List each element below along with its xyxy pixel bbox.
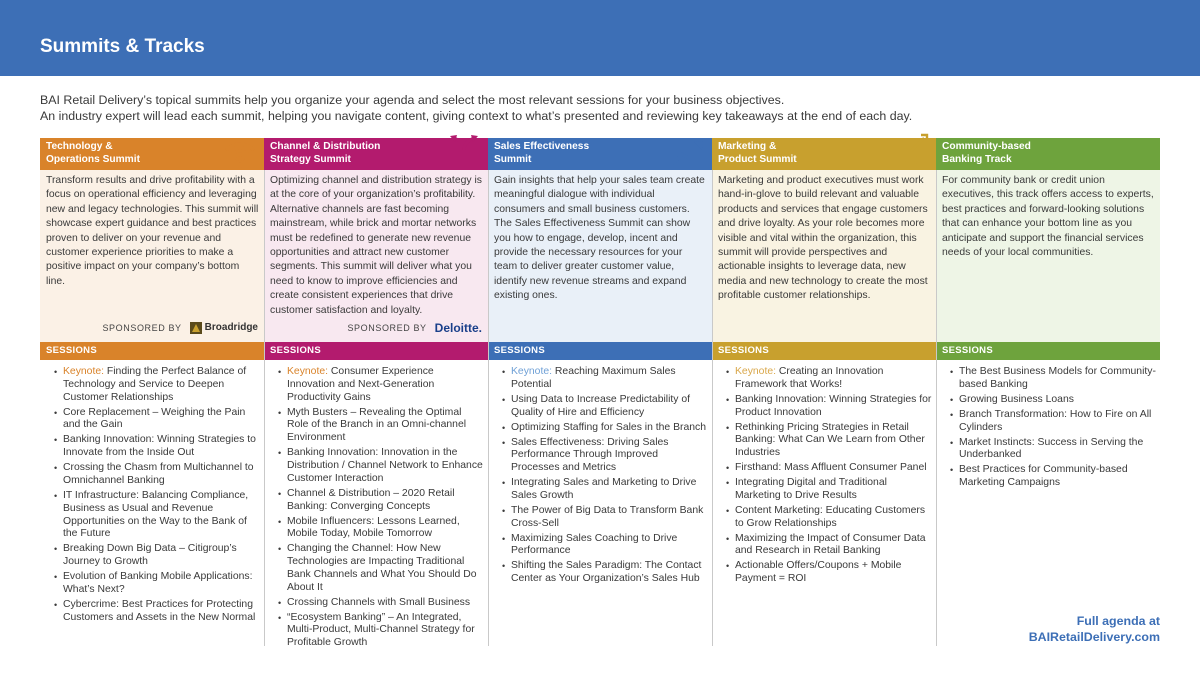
agenda-url[interactable]: BAIRetailDelivery.com: [1028, 629, 1160, 644]
session-text: Core Replacement – Weighing the Pain and the Gain: [63, 406, 246, 431]
session-item: [54, 407, 260, 433]
column-divider: [264, 170, 265, 646]
column-technology: [40, 138, 264, 627]
session-text: Reaching Maximum Sales Potential: [511, 366, 676, 390]
sponsor-label: SPONSORED BY: [102, 322, 182, 333]
column-title-line: Strategy Summit: [270, 153, 351, 165]
session-item: [726, 560, 932, 586]
session-item: [726, 505, 932, 531]
column-marketing: [712, 138, 936, 588]
sponsor-logo: Deloitte.: [434, 320, 482, 335]
session-item: [950, 464, 1156, 490]
session-text: Rethinking Pricing Strategies in Retail Banking: What Can We Learn from Other Industries: [735, 421, 925, 459]
keynote-label: Keynote:: [63, 366, 105, 377]
session-item: [726, 462, 932, 475]
sessions-list: [488, 360, 712, 586]
column-title-line: Channel & Distribution: [270, 141, 381, 152]
column-title-line: Marketing &: [718, 141, 777, 152]
column-title-line: Product Summit: [718, 153, 797, 165]
column-header: [712, 138, 936, 170]
session-text: Cybercrime: Best Practices for Protecting Customers and Assets in the New Normal: [63, 598, 256, 623]
session-item: [54, 490, 260, 541]
session-text: Sales Effectiveness: Driving Sales Performance Through Improved Processes and Metrics: [511, 436, 669, 474]
column-description: [936, 170, 1160, 342]
description-text: For community bank or credit union executives, this track offers access to experts, best practices and forward-looking solutions that can enhance your bottom line as you anticipate and support the financial services needs of your local communities.: [942, 175, 1154, 259]
session-item: [278, 447, 484, 485]
session-item: [54, 434, 260, 460]
session-text: Best Practices for Community-based Marketing Campaigns: [959, 464, 1128, 489]
sessions-list: [40, 360, 264, 624]
sessions-list: [712, 360, 936, 586]
column-channel: [264, 138, 488, 652]
intro-text: [40, 93, 1160, 124]
session-text: The Best Business Models for Community-based Banking: [959, 366, 1156, 390]
sponsor-logo: Broadridge: [204, 321, 258, 333]
column-header: [264, 138, 488, 170]
column-title-line: Sales Effectiveness: [494, 141, 590, 152]
header-banner: [0, 0, 1200, 76]
target-icon: [894, 132, 930, 168]
sessions-header: SESSIONS: [264, 342, 488, 360]
column-header: [40, 138, 264, 170]
session-text: Shifting the Sales Paradigm: The Contact Center as Your Organization’s Sales Hub: [511, 560, 702, 585]
sessions-header: SESSIONS: [488, 342, 712, 360]
session-text: Finding the Perfect Balance of Technology and Service to Deepen Customer Relationships: [63, 366, 247, 403]
session-item: [950, 394, 1156, 407]
session-text: Banking Innovation: Winning Strategies to Innovate from the Inside Out: [63, 434, 256, 459]
session-text: Growing Business Loans: [959, 393, 1074, 405]
column-title-line: Operations Summit: [46, 153, 140, 165]
session-text: Integrating Digital and Traditional Marketing to Drive Results: [735, 477, 887, 501]
column-header: [936, 138, 1160, 170]
sessions-header: SESSIONS: [936, 342, 1160, 360]
session-text: Consumer Experience Innovation and Next-Generation Productivity Gains: [287, 366, 435, 403]
session-text: Optimizing Staffing for Sales in the Branch: [511, 421, 707, 433]
session-text: Channel & Distribution – 2020 Retail Banking: Converging Concepts: [287, 487, 455, 512]
session-item: [502, 437, 708, 475]
session-item: [950, 437, 1156, 463]
session-item: [726, 422, 932, 460]
full-agenda-link[interactable]: [1029, 614, 1160, 645]
session-item: [278, 488, 484, 514]
session-text: Maximizing Sales Coaching to Drive Performance: [511, 532, 678, 557]
session-text: Creating an Innovation Framework that Works!: [735, 366, 884, 390]
session-item: [278, 597, 484, 610]
session-item: [278, 612, 484, 650]
session-item: [950, 409, 1156, 435]
session-item: [54, 599, 260, 625]
session-text: Branch Transformation: How to Fire on All Cylinders: [959, 408, 1152, 433]
session-text: Breaking Down Big Data – Citigroup’s Journey to Growth: [63, 543, 237, 568]
column-title: [270, 141, 445, 166]
session-text: Content Marketing: Educating Customers to Grow Relationships: [735, 504, 926, 529]
session-text: Integrating Sales and Marketing to Drive Sales Growth: [511, 477, 697, 501]
sessions-header: SESSIONS: [40, 342, 264, 360]
sponsor-label: SPONSORED BY: [347, 322, 427, 333]
sponsor-block: [264, 321, 482, 335]
session-item: [502, 533, 708, 559]
session-item: [726, 477, 932, 503]
sessions-header: SESSIONS: [712, 342, 936, 360]
session-item: [278, 366, 484, 404]
trend-up-icon: [670, 136, 706, 172]
session-text: Evolution of Banking Mobile Applications: What’s Next?: [63, 571, 253, 595]
column-description: [40, 170, 264, 342]
column-title-line: Banking Track: [942, 153, 1012, 165]
column-divider: [936, 170, 937, 646]
description-text: Transform results and drive profitability with a focus on operational efficiency and leveraging new and legacy technologies. This summit will showcase expert guidance and best practices proven to deliver on your revenue and customer experience priorities to make a positive impact on your company’s bottom line.: [46, 175, 259, 287]
page-title: Summits & Tracks: [40, 36, 205, 57]
session-text: Banking Innovation: Winning Strategies for Product Innovation: [735, 393, 932, 418]
session-item: [502, 422, 708, 435]
session-item: [502, 505, 708, 531]
session-text: Crossing the Chasm from Multichannel to Omnichannel Banking: [63, 462, 254, 486]
column-community: [936, 138, 1160, 492]
session-text: Maximizing the Impact of Consumer Data and Research in Retail Banking: [735, 532, 926, 557]
wifi-icon: [222, 136, 258, 172]
sessions-list: [264, 360, 488, 650]
session-text: Crossing Channels with Small Business: [287, 596, 471, 608]
column-divider: [488, 170, 489, 646]
session-item: [278, 543, 484, 594]
session-text: “Ecosystem Banking” – An Integrated, Multi-Product, Multi-Channel Strategy for Profitable Growth: [287, 611, 475, 649]
description-text: Optimizing channel and distribution strategy is at the core of your organization’s profitability. Alternative channels are fast becoming mainstream, while brick and mortar networks must be redefined to generate new revenue opportunities and attract new customer segments. This summit will deliver what you need to know to improve efficiencies and create consistent experiences that drive customer satisfaction and loyalty.: [270, 175, 482, 316]
column-title: [494, 141, 669, 166]
keynote-label: Keynote:: [511, 366, 553, 377]
split-arrow-icon: [446, 132, 482, 168]
session-text: The Power of Big Data to Transform Bank Cross-Sell: [511, 504, 704, 529]
agenda-line-1: Full agenda at: [1076, 614, 1160, 628]
session-text: Changing the Channel: How New Technologies are Impacting Traditional Bank Channels and What You Should Do About It: [287, 543, 477, 593]
session-item: [726, 533, 932, 559]
column-title: [942, 141, 1117, 166]
session-text: IT Infrastructure: Balancing Compliance, Business as Usual and Revenue Opportunities on the Way to the Bank of the Future: [63, 489, 249, 540]
session-item: [502, 477, 708, 503]
intro-line-2: An industry expert will lead each summit, helping you navigate content, giving context to what’s presented and reviewing key takeaways at the end of each day.: [40, 108, 913, 123]
keynote-label: Keynote:: [287, 366, 329, 377]
session-item: [54, 543, 260, 569]
session-item: [726, 394, 932, 420]
session-item: [502, 366, 708, 392]
session-text: Banking Innovation: Innovation in the Distribution / Channel Network to Enhance Customer Interaction: [287, 447, 483, 484]
description-text: Marketing and product executives must work hand-in-glove to build relevant and valuable products and services that engage customers and drive loyalty. As your role becomes more visible and vital within the organization, this summit will provide perspectives and actionable insights to leverage data, new media and new technology to create the most profitable customer relationships.: [718, 175, 928, 302]
intro-line-1: BAI Retail Delivery’s topical summits help you organize your agenda and select the most relevant sessions for your business objectives.: [40, 93, 785, 107]
column-sales: [488, 138, 712, 588]
column-description: [488, 170, 712, 342]
column-title-line: Technology &: [46, 141, 113, 152]
broadridge-logo-icon: [190, 322, 202, 334]
session-item: [278, 407, 484, 445]
column-title-line: Community-based: [942, 141, 1031, 152]
session-text: Using Data to Increase Predictability of Quality of Hire and Efficiency: [511, 393, 691, 418]
column-description: [712, 170, 936, 342]
session-item: [54, 571, 260, 597]
session-item: [502, 560, 708, 586]
session-item: [726, 366, 932, 392]
session-item: [278, 516, 484, 542]
sessions-list: [936, 360, 1160, 490]
session-text: Firsthand: Mass Affluent Consumer Panel: [735, 462, 927, 474]
session-item: [502, 394, 708, 420]
session-text: Myth Busters – Revealing the Optimal Role of the Branch in an Omni-channel Environment: [287, 406, 467, 444]
column-title: [46, 141, 221, 166]
column-title-line: Summit: [494, 153, 532, 165]
session-item: [54, 462, 260, 488]
column-divider: [712, 170, 713, 646]
keynote-label: Keynote:: [735, 366, 777, 377]
description-text: Gain insights that help your sales team create meaningful dialogue with individual consumers and small business customers. The Sales Effectiveness Summit can show you how to engage, develop, incent and provide the necessary resources for your team to deliver greater customer value, identify new revenue streams and expand existing ones.: [494, 175, 705, 302]
session-text: Market Instincts: Success in Serving the Underbanked: [959, 436, 1144, 461]
column-description: [264, 170, 488, 342]
session-text: Mobile Influencers: Lessons Learned, Mobile Today, Mobile Tomorrow: [287, 515, 460, 540]
sponsor-block: [40, 321, 258, 335]
session-item: [950, 366, 1156, 392]
session-item: [54, 366, 260, 404]
column-title: [718, 141, 893, 166]
column-header: [488, 138, 712, 170]
session-text: Actionable Offers/Coupons + Mobile Payment = ROI: [735, 560, 902, 585]
